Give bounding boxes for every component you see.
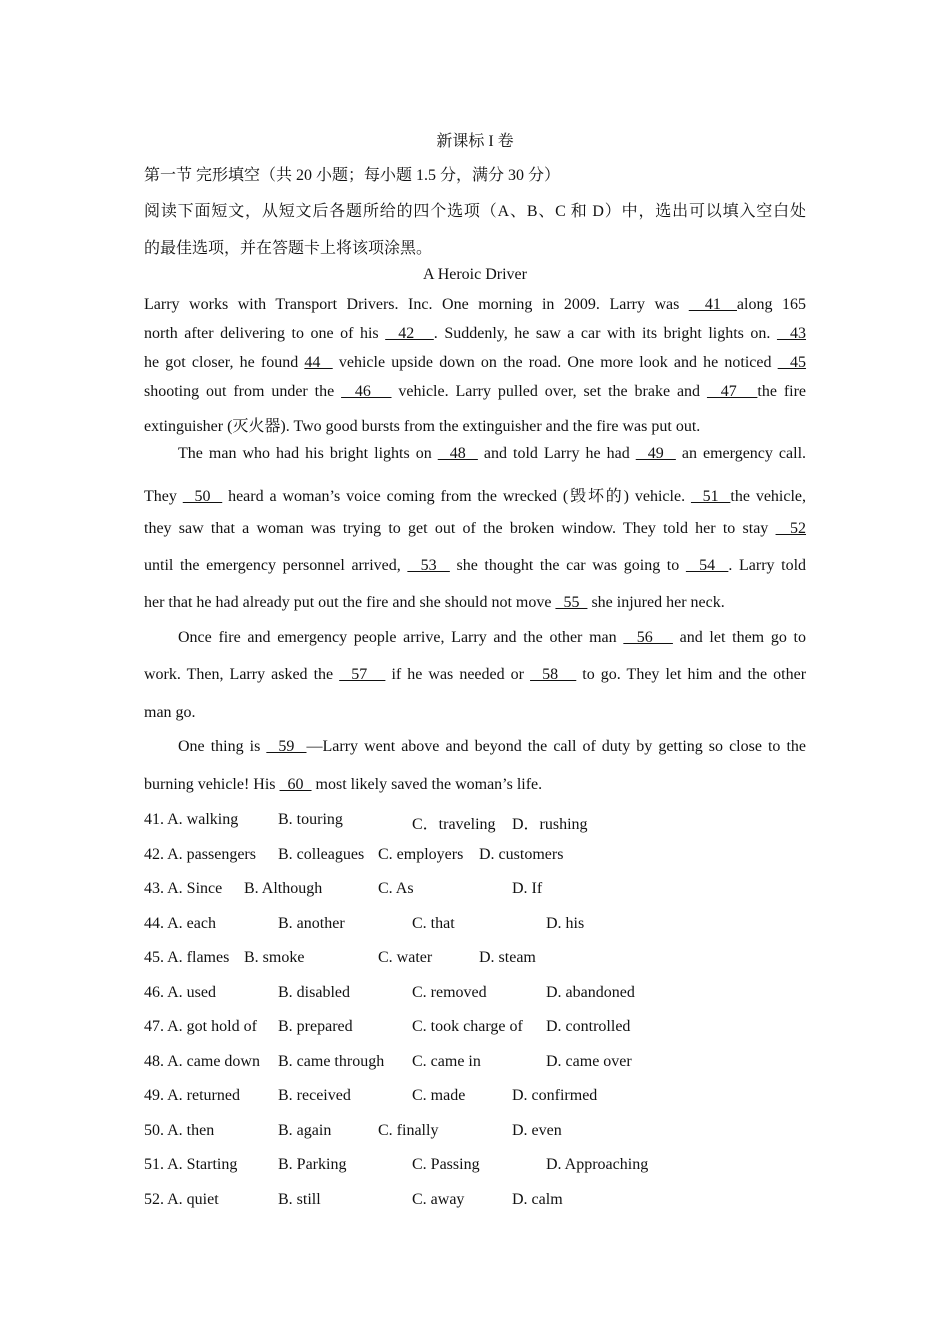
- blank-52: 52: [775, 520, 807, 537]
- option-b: B. again: [278, 1122, 332, 1139]
- option-d: D. If: [512, 880, 543, 897]
- option-a: 51. A. Starting: [144, 1156, 238, 1173]
- option-c: C. removed: [412, 984, 487, 1001]
- passage-line: One thing is 59 —Larry went above and beyond the call of duty by getting so close to the: [178, 738, 807, 755]
- instructions-line-2: 的最佳选项，并在答题卡上将该项涂黑。: [144, 240, 433, 257]
- passage-line: they saw that a woman was trying to get out of the broken window. They told her to stay 52: [144, 520, 807, 537]
- passage-line: They 50 heard a woman’s voice coming from the wrecked (毁坏的) vehicle. 51 the vehicle,: [144, 488, 807, 505]
- option-b: B. Parking: [278, 1156, 347, 1173]
- option-d: D. customers: [479, 846, 564, 863]
- option-d: D. calm: [512, 1191, 563, 1208]
- option-c: C. came in: [412, 1053, 481, 1070]
- option-c: C. As: [378, 880, 414, 897]
- blank-56: 56: [623, 629, 673, 646]
- option-c: C. finally: [378, 1122, 439, 1139]
- option-d: D. confirmed: [512, 1087, 598, 1104]
- blank-59: 59: [266, 738, 307, 755]
- option-d: D. steam: [479, 949, 536, 966]
- passage-line: her that he had already put out the fire and she should not move 55 she injured her neck.: [144, 594, 725, 611]
- option-a: 48. A. came down: [144, 1053, 260, 1070]
- option-a: 43. A. Since: [144, 880, 223, 897]
- passage-line: extinguisher (灭火器). Two good bursts from the extinguisher and the fire was put out.: [144, 418, 701, 435]
- exam-title: 新课标 I 卷: [436, 133, 514, 150]
- passage-title: A Heroic Driver: [423, 266, 527, 283]
- blank-55: 55: [555, 594, 588, 611]
- option-a: 41. A. walking: [144, 811, 239, 828]
- option-c: C. made: [412, 1087, 466, 1104]
- blank-51: 51: [690, 488, 731, 505]
- blank-44: 44: [304, 354, 333, 371]
- option-b: B. colleagues: [278, 846, 365, 863]
- option-a: 44. A. each: [144, 915, 216, 932]
- passage-line: Once fire and emergency people arrive, Larry and the other man 56 and let them go to: [178, 629, 806, 646]
- option-a: 42. A. passengers: [144, 846, 256, 863]
- option-d: D. even: [512, 1122, 562, 1139]
- blank-57: 57: [339, 666, 386, 683]
- passage-line: work. Then, Larry asked the 57 if he was needed or 58 to go. They let him and the other: [144, 666, 807, 683]
- blank-45: 45: [777, 354, 807, 371]
- blank-47: 47: [706, 383, 758, 400]
- option-b: B. disabled: [278, 984, 350, 1001]
- passage-line: man go.: [144, 704, 196, 721]
- instructions-line-1: 阅读下面短文，从短文后各题所给的四个选项（A、B、C 和 D）中，选出可以填入空白处: [144, 203, 806, 220]
- option-d: D. Approaching: [546, 1156, 649, 1173]
- blank-49: 49: [635, 445, 676, 462]
- option-a: 47. A. got hold of: [144, 1018, 257, 1035]
- passage-line: north after delivering to one of his 42 . Suddenly, he saw a car with its bright lights on. 43: [144, 325, 807, 342]
- passage-line: burning vehicle! His 60 most likely saved the woman’s life.: [144, 776, 543, 793]
- blank-58: 58: [530, 666, 577, 683]
- option-a: 46. A. used: [144, 984, 216, 1001]
- blank-42: 42: [385, 325, 434, 342]
- passage-line: shooting out from under the 46 vehicle. Larry pulled over, set the brake and 47 the fire: [144, 383, 807, 400]
- blank-48: 48: [437, 445, 478, 462]
- option-b: B. came through: [278, 1053, 385, 1070]
- option-b: B. prepared: [278, 1018, 353, 1035]
- option-b: B. Although: [244, 880, 323, 897]
- option-d: D. his: [546, 915, 585, 932]
- option-c: C. Passing: [412, 1156, 480, 1173]
- option-b: B. still: [278, 1191, 321, 1208]
- passage-line: he got closer, he found 44 vehicle upside down on the road. One more look and he noticed 45: [144, 354, 807, 371]
- option-a: 49. A. returned: [144, 1087, 240, 1104]
- passage-line: until the emergency personnel arrived, 53 she thought the car was going to 54 . Larry told: [144, 557, 807, 574]
- option-b: B. touring: [278, 811, 343, 828]
- option-a: 50. A. then: [144, 1122, 215, 1139]
- option-b: B. received: [278, 1087, 351, 1104]
- option-b: B. another: [278, 915, 345, 932]
- blank-54: 54: [685, 557, 729, 574]
- option-a: 45. A. flames: [144, 949, 230, 966]
- passage-line: Larry works with Transport Drivers. Inc. One morning in 2009. Larry was __41__along 165: [144, 296, 806, 313]
- passage-line: The man who had his bright lights on 48 and told Larry he had 49 an emergency call.: [178, 445, 807, 462]
- blank-50: 50: [182, 488, 223, 505]
- blank-53: 53: [407, 557, 450, 574]
- option-c: C. water: [378, 949, 433, 966]
- blank-43: 43: [776, 325, 807, 342]
- option-d: D．rushing: [512, 816, 588, 833]
- blank-60: 60: [279, 776, 312, 793]
- option-d: D. came over: [546, 1053, 632, 1070]
- option-c: C．traveling: [412, 816, 496, 833]
- blank-41: __41__: [688, 296, 737, 313]
- option-d: D. controlled: [546, 1018, 631, 1035]
- option-d: D. abandoned: [546, 984, 635, 1001]
- option-c: C. that: [412, 915, 455, 932]
- option-b: B. smoke: [244, 949, 305, 966]
- option-c: C. employers: [378, 846, 464, 863]
- section-heading: 第一节 完形填空（共 20 小题；每小题 1.5 分，满分 30 分）: [144, 167, 561, 184]
- blank-46: 46: [341, 383, 392, 400]
- option-c: C. took charge of: [412, 1018, 523, 1035]
- option-c: C. away: [412, 1191, 465, 1208]
- option-a: 52. A. quiet: [144, 1191, 219, 1208]
